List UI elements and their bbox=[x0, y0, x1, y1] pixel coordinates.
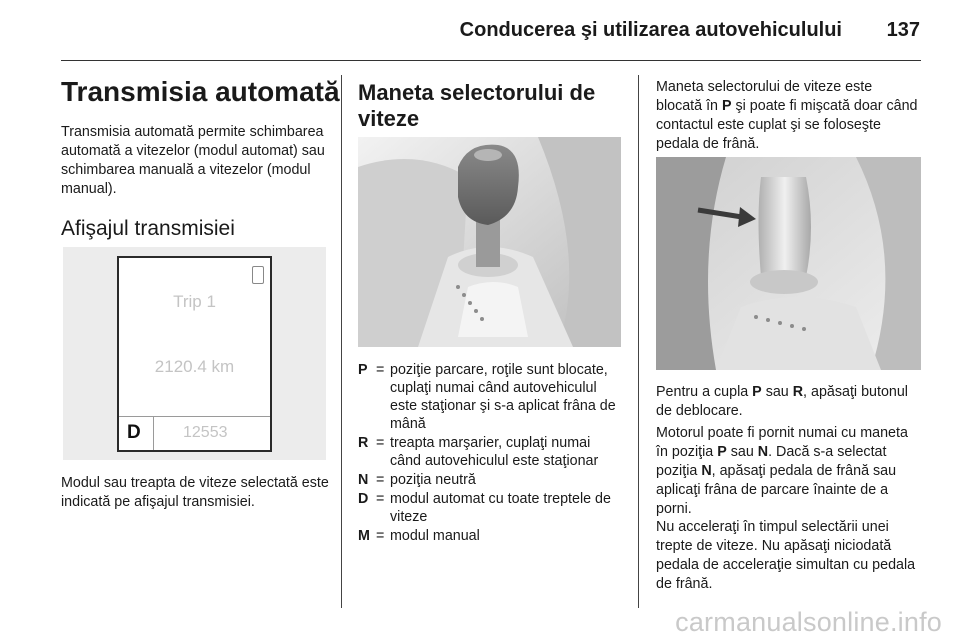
section-heading-selector: Maneta selectorului de viteze bbox=[358, 80, 596, 131]
definition-value: treapta marşarier, cuplaţi numai când autovehiculul este staţionar bbox=[390, 435, 599, 469]
column-divider bbox=[638, 75, 639, 608]
trip-label: Trip 1 bbox=[173, 292, 216, 311]
engage-paragraph: Pentru a cupla P sau R, apăsaţi butonul de deblocare. bbox=[656, 384, 908, 419]
gear-letter: D bbox=[127, 422, 141, 443]
gear-indicator bbox=[119, 416, 154, 450]
definition-key: R bbox=[358, 435, 369, 451]
running-title: Conducerea şi utilizarea autovehiculului bbox=[459, 19, 842, 41]
definition-separator: = bbox=[376, 472, 385, 488]
definition-row bbox=[358, 471, 624, 489]
unlock-button-photo bbox=[656, 157, 921, 370]
definition-separator: = bbox=[376, 435, 385, 451]
section-heading: Transmisia automată bbox=[61, 76, 340, 107]
definition-key: P bbox=[358, 362, 368, 378]
definition-separator: = bbox=[376, 491, 385, 507]
start-paragraph: Motorul poate fi pornit numai cu maneta în poziţia P sau N. Dacă s-a selectat poziţia N, apăsaţi pedala de frână sau aplicaţi frâna de parcare înainte de a porni. bbox=[656, 425, 908, 517]
definition-key: N bbox=[358, 472, 369, 488]
definition-separator: = bbox=[376, 362, 385, 378]
intro-paragraph: Transmisia automată permite schimbarea automată a vitezelor (modul automat) sau schimbarea manuală a vitezelor (modul manual). bbox=[61, 124, 325, 197]
definition-value: poziţie parcare, roţile sunt blocate, cuplaţi numai când autovehiculul este staţionar şi s-a aplicat frâna de mână bbox=[390, 362, 616, 432]
definition-separator: = bbox=[376, 528, 385, 544]
subsection-heading: Afişajul transmisiei bbox=[61, 217, 235, 240]
definition-key: M bbox=[358, 528, 370, 544]
definition-key: D bbox=[358, 491, 369, 507]
header-divider bbox=[61, 60, 921, 61]
page-header bbox=[0, 0, 960, 62]
page-number: 137 bbox=[886, 19, 920, 41]
definition-value: modul manual bbox=[390, 528, 480, 544]
warning-paragraph: Nu acceleraţi în timpul selectării unei trepte de viteze. Nu apăsaţi niciodată pedala de acceleraţie simultan cu pedala de frână. bbox=[656, 519, 916, 592]
definition-value: poziţia neutră bbox=[390, 472, 476, 488]
watermark: carmanualsonline.info bbox=[675, 607, 942, 637]
column-divider bbox=[341, 75, 342, 608]
definition-row bbox=[358, 490, 624, 526]
trip-reset-icon bbox=[252, 266, 264, 284]
transmission-display bbox=[117, 256, 272, 452]
gear-positions-list bbox=[358, 361, 624, 545]
definition-value: modul automat cu toate treptele de viteze bbox=[390, 491, 611, 525]
definition-row bbox=[358, 527, 624, 545]
lock-paragraph: Maneta selectorului de viteze este blocată în P şi poate fi mişcată doar când contactul este cuplat şi se foloseşte pedala de frână. bbox=[656, 79, 918, 152]
selector-lever-photo bbox=[358, 137, 621, 347]
transmission-display-figure bbox=[63, 247, 326, 460]
trip-value: 2120.4 km bbox=[154, 357, 235, 376]
odometer-value: 12553 bbox=[183, 424, 228, 441]
display-caption: Modul sau treapta de viteze selectată este indicată pe afişajul transmisiei. bbox=[61, 475, 329, 510]
definition-row bbox=[358, 434, 624, 470]
definition-row bbox=[358, 361, 624, 433]
